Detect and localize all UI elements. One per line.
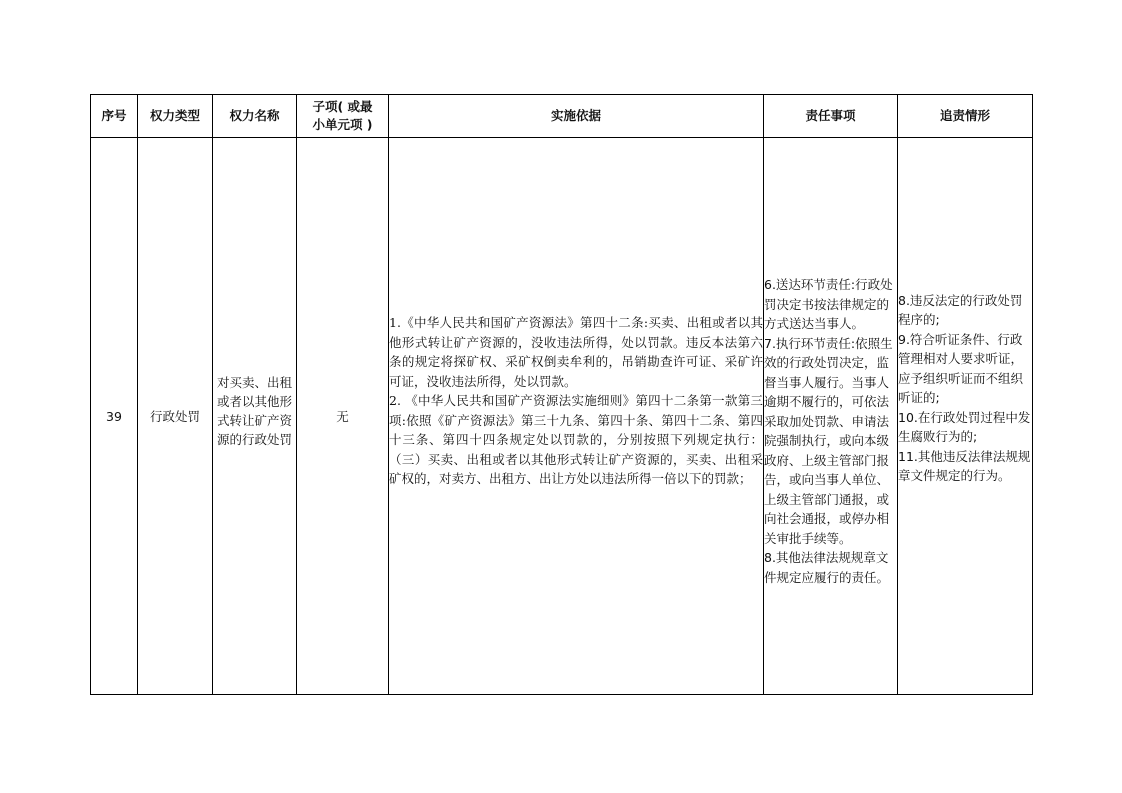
accountability-item-9: 9.符合听证条件、行政管理相对人要求听证，应予组织听证而不组织听证的; — [898, 331, 1024, 405]
header-sub-item-label: 子项( 或最小单元项 ) — [312, 99, 373, 132]
cell-responsibility — [764, 138, 898, 695]
header-seq: 序号 — [91, 95, 138, 138]
table-row — [91, 138, 1033, 695]
power-name-text: 对买卖、出租或者以其他形式转让矿产资源的行政处罚 — [216, 375, 292, 447]
cell-sub-item: 无 — [297, 138, 389, 695]
power-list-table — [90, 94, 1033, 695]
header-responsibility: 责任事项 — [764, 95, 898, 138]
responsibility-item-8: 8.其他法律法规规章文件规定应履行的责任。 — [764, 550, 890, 585]
cell-power-type: 行政处罚 — [138, 138, 213, 695]
accountability-item-11: 11.其他违反法律法规规章文件规定的行为。 — [898, 448, 1031, 483]
responsibility-item-6: 6.送达环节责任:行政处罚决定书按法律规定的方式送达当事人。 — [764, 277, 893, 331]
cell-basis — [389, 138, 764, 695]
header-basis: 实施依据 — [389, 95, 764, 138]
cell-accountability — [898, 138, 1033, 695]
header-accountability: 追责情形 — [898, 95, 1033, 138]
basis-paragraph-1: 1.《中华人民共和国矿产资源法》第四十二条:买卖、出租或者以其他形式转让矿产资源的，没收违法所得，处以罚款。违反本法第六条的规定将探矿权、采矿权倒卖牟利的，吊销勘查许可证、采矿许可证，没收违法所得，处以罚款。 — [389, 315, 763, 389]
basis-paragraph-2: 2. 《中华人民共和国矿产资源法实施细则》第四十二条第一款第三项:依照《矿产资源法》第三十九条、第四十条、第四十二条、第四十三条、第四十四条规定处以罚款的，分别按照下列规定执行：（三）买卖、出租或者以其他形式转让矿产资源的，买卖、出租采矿权的，对卖方、出租方、出让方处以违法所得一倍以下的罚款； — [389, 393, 763, 487]
cell-seq: 39 — [91, 138, 138, 695]
header-power-name: 权力名称 — [213, 95, 297, 138]
accountability-item-8: 8.违反法定的行政处罚程序的; — [898, 292, 1023, 327]
header-row — [91, 95, 1033, 138]
responsibility-item-7: 7.执行环节责任:依照生效的行政处罚决定，监督当事人履行。当事人逾期不履行的，可依法采取加处罚款、申请法院强制执行，或向本级政府、上级主管部门报告，或向当事人单位、上级主管部门通报，或向社会通报，或停办相关审批手续等。 — [764, 335, 893, 546]
header-sub-item — [297, 95, 389, 138]
cell-power-name — [213, 138, 297, 695]
accountability-item-10: 10.在行政处罚过程中发生腐败行为的; — [898, 409, 1031, 444]
header-power-type: 权力类型 — [138, 95, 213, 138]
